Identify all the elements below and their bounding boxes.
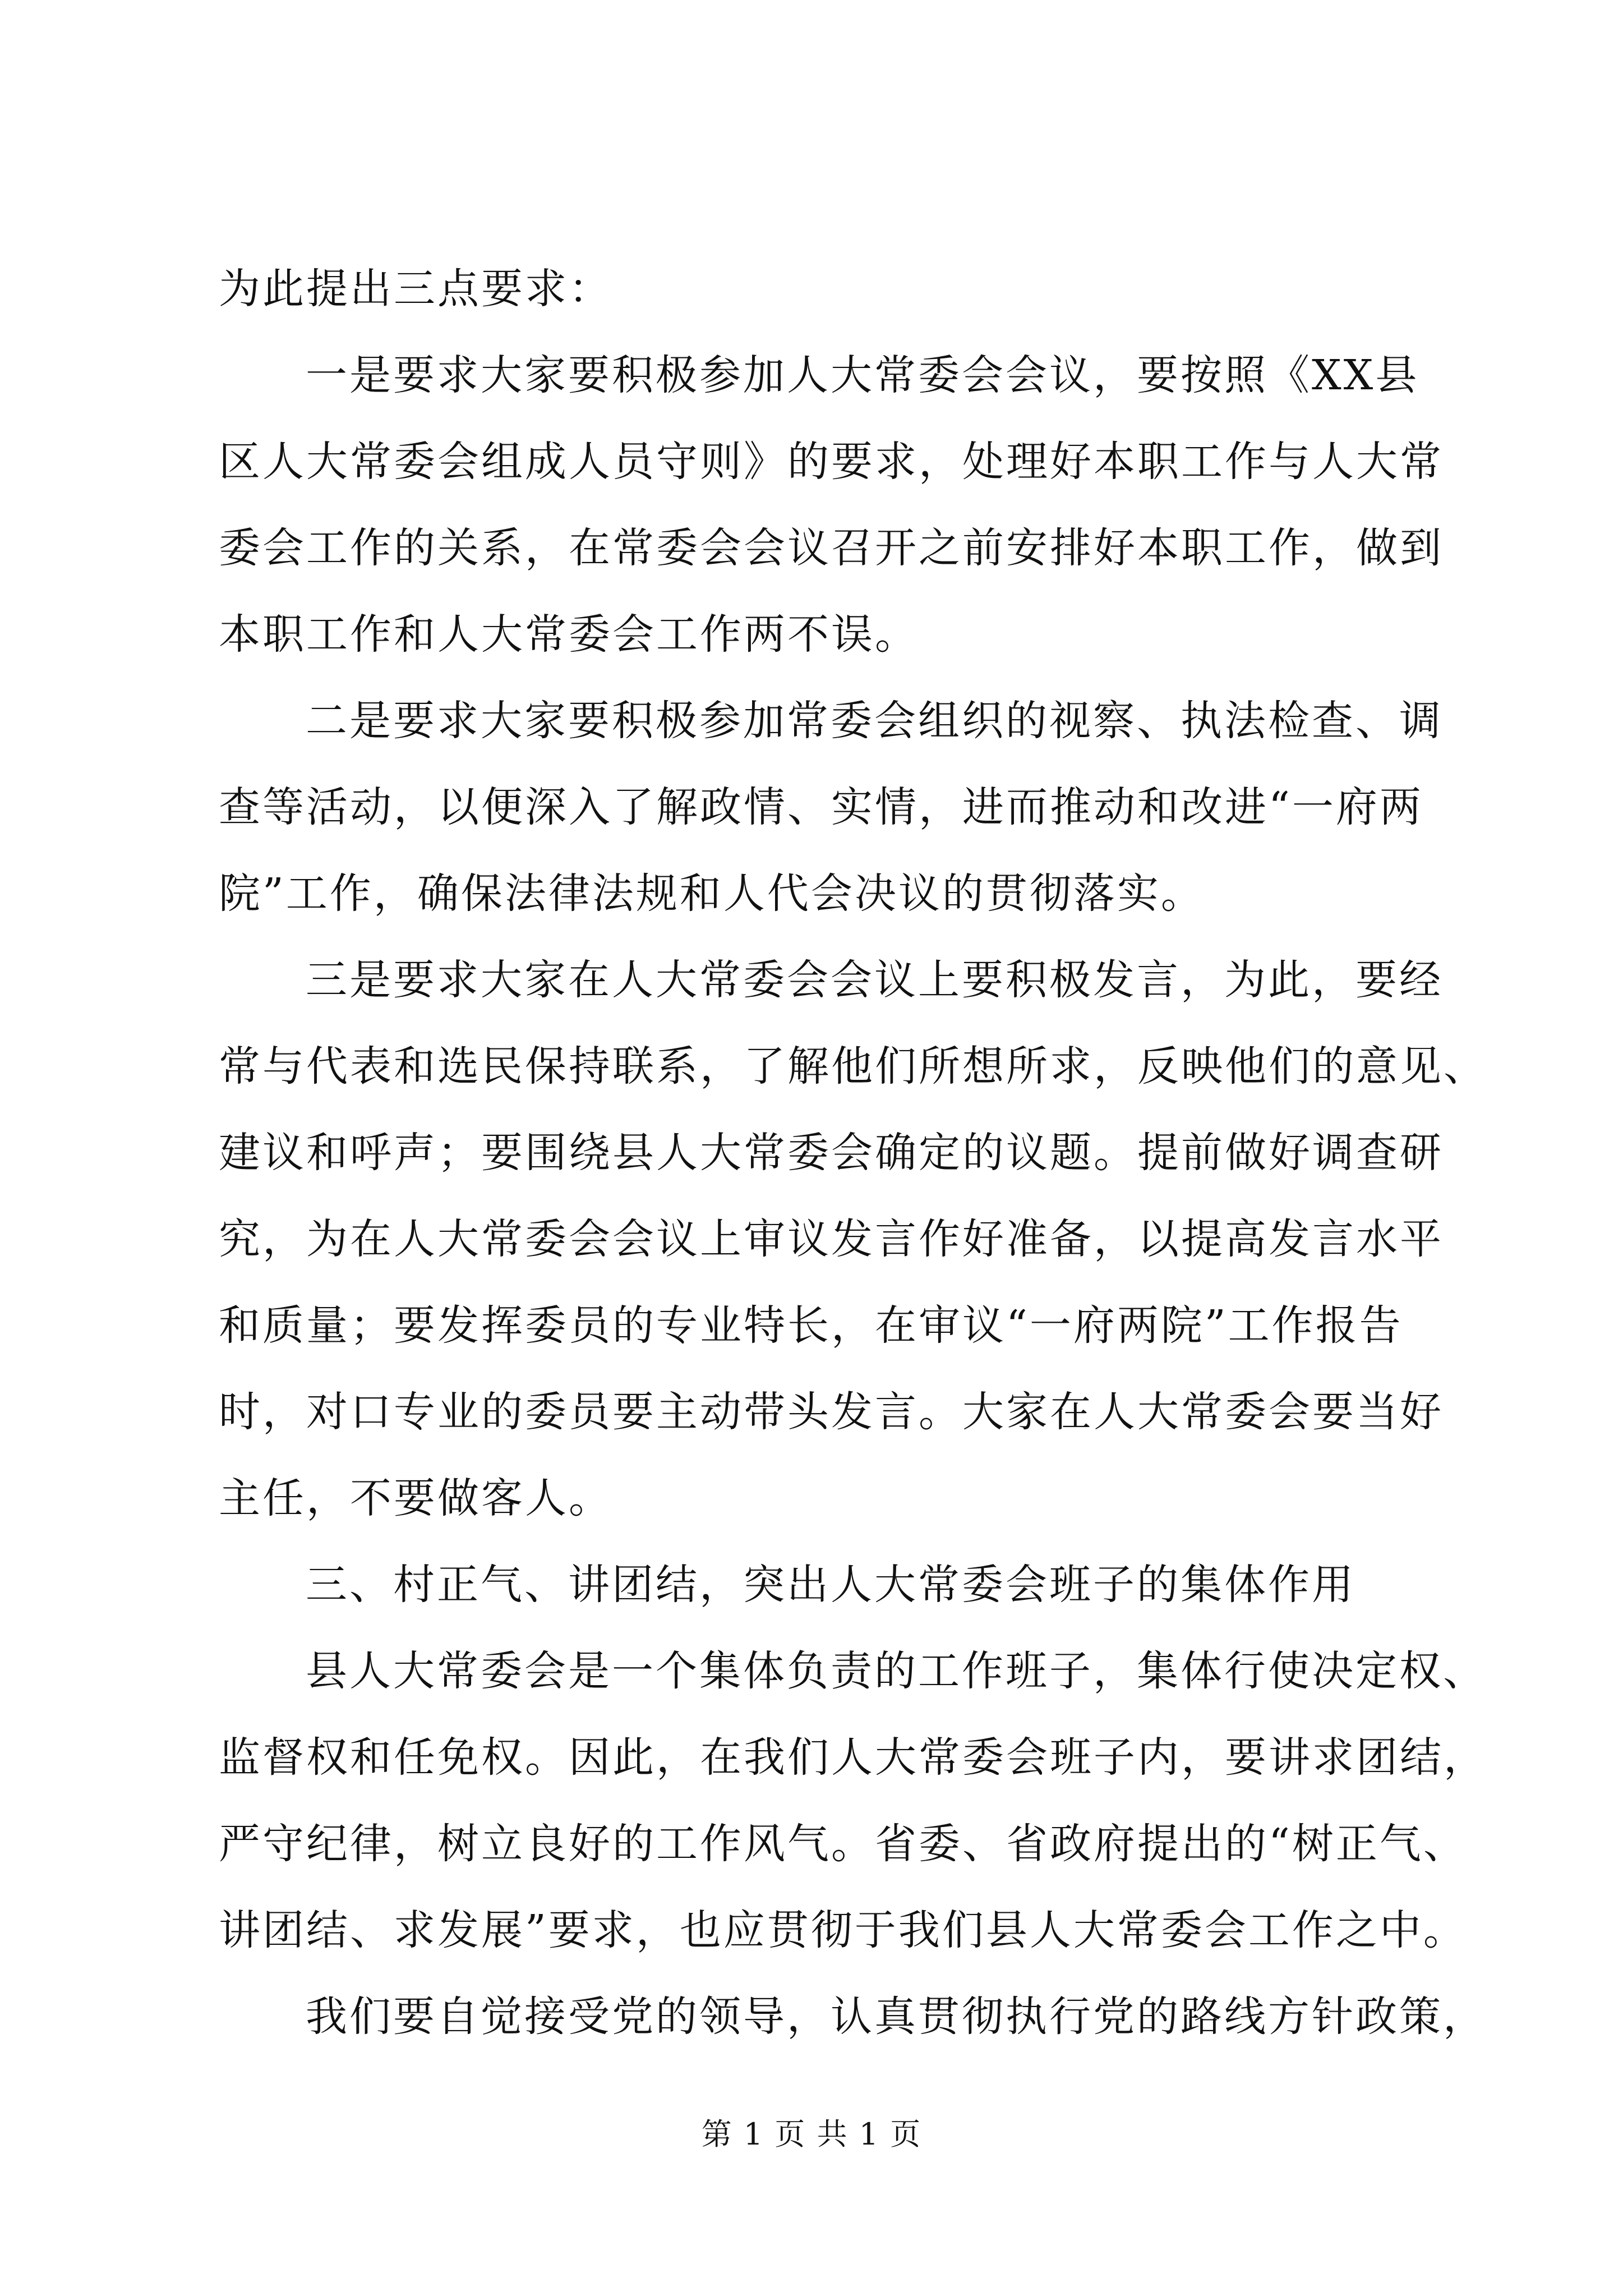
text-line-6: 二是要求大家要积极参加常委会组织的视察、执法检查、调 xyxy=(306,697,1443,745)
page-footer: 第 1 页 共 1 页 xyxy=(701,2116,922,2152)
text-line-2: 一是要求大家要积极参加人大常委会会议，要按照《XX县 xyxy=(306,351,1419,399)
text-line-7: 查等活动，以便深入了解政情、实情，进而推动和改进“一府两 xyxy=(219,783,1423,831)
text-line-4: 委会工作的关系，在常委会会议召开之前安排好本职工作，做到 xyxy=(219,524,1444,572)
text-line-12: 究，为在人大常委会会议上审议发言作好准备，以提高发言水平 xyxy=(219,1215,1444,1263)
text-line-11: 建议和呼声；要围绕县人大常委会确定的议题。提前做好调查研 xyxy=(219,1129,1444,1177)
text-line-10: 常与代表和选民保持联系，了解他们所想所求，反映他们的意见、 xyxy=(219,1042,1487,1091)
text-line-17: 县人大常委会是一个集体负责的工作班子，集体行使决定权、 xyxy=(306,1647,1487,1695)
text-line-5: 本职工作和人大常委会工作两不误。 xyxy=(219,610,919,659)
text-line-1: 为此提出三点要求： xyxy=(219,265,612,313)
text-line-15: 主任，不要做客人。 xyxy=(219,1474,612,1522)
text-line-20: 讲团结、求发展”要求，也应贯彻于我们县人大常委会工作之中。 xyxy=(219,1906,1467,1954)
text-line-18: 监督权和任免权。因此，在我们人大常委会班子内，要讲求团结， xyxy=(219,1733,1487,1782)
section-heading: 三、村正气、讲团结，突出人大常委会班子的集体作用 xyxy=(306,1561,1355,1609)
text-line-9: 三是要求大家在人大常委会会议上要积极发言，为此，要经 xyxy=(306,956,1443,1004)
text-line-8: 院”工作，确保法律法规和人代会决议的贯彻落实。 xyxy=(219,869,1205,918)
text-line-19: 严守纪律，树立良好的工作风气。省委、省政府提出的“树正气、 xyxy=(219,1820,1467,1868)
text-line-21: 我们要自觉接受党的领导，认真贯彻执行党的路线方针政策， xyxy=(306,1993,1487,2041)
text-line-14: 时，对口专业的委员要主动带头发言。大家在人大常委会要当好 xyxy=(219,1388,1444,1436)
text-line-13: 和质量；要发挥委员的专业特长，在审议“一府两院”工作报告 xyxy=(219,1301,1403,1350)
text-line-3: 区人大常委会组成人员守则》的要求，处理好本职工作与人大常 xyxy=(219,438,1444,486)
